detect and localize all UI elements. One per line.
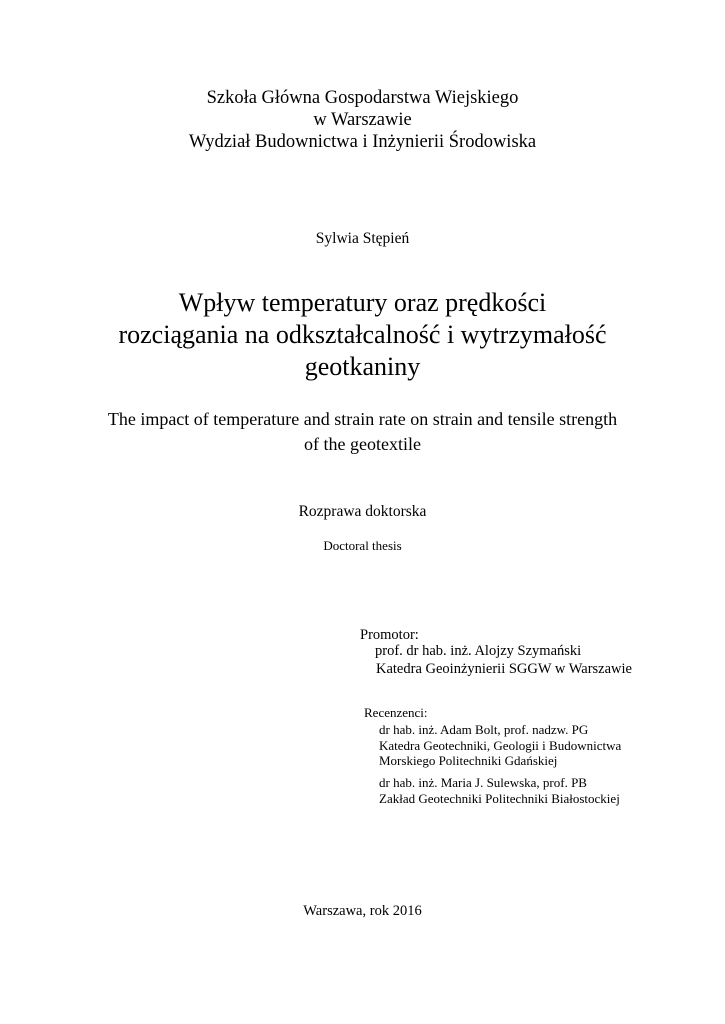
promotor-name: prof. dr hab. inż. Alojzy Szymański bbox=[375, 643, 582, 659]
reviewers-label: Recenzenci: bbox=[364, 705, 428, 720]
reviewer-1-affiliation: Morskiego Politechniki Gdańskiej bbox=[379, 753, 558, 768]
title-en-line: of the geotextile bbox=[304, 434, 421, 454]
thesis-type-polish: Rozprawa doktorska bbox=[298, 503, 427, 520]
title-en-line: The impact of temperature and strain rate on strain and tensile strength bbox=[107, 409, 618, 429]
university-city: w Warszawie bbox=[313, 110, 412, 130]
author-name: Sylwia Stępień bbox=[315, 230, 410, 247]
title-pl-line: rozciągania na odkształcalność i wytrzymałość bbox=[118, 320, 607, 349]
place-and-year: Warszawa, rok 2016 bbox=[303, 903, 422, 919]
reviewer-1 bbox=[379, 722, 621, 769]
reviewer-2-affiliation: Zakład Geotechniki Politechniki Białostockiej bbox=[379, 790, 620, 806]
thesis-title-english bbox=[0, 407, 725, 457]
promotor-label: Promotor: bbox=[360, 627, 419, 643]
reviewer-1-affiliation: Katedra Geotechniki, Geologii i Budownictwa bbox=[379, 737, 622, 753]
reviewer-2 bbox=[379, 775, 620, 806]
thesis-type-english: Doctoral thesis bbox=[323, 538, 402, 553]
faculty-name: Wydział Budownictwa i Inżynierii Środowiska bbox=[188, 132, 537, 152]
reviewer-2-name: dr hab. inż. Maria J. Sulewska, prof. PB bbox=[379, 775, 587, 790]
title-pl-line: Wpływ temperatury oraz prędkości bbox=[178, 288, 547, 317]
university-name: Szkoła Główna Gospodarstwa Wiejskiego bbox=[206, 88, 519, 108]
reviewer-1-name: dr hab. inż. Adam Bolt, prof. nadzw. PG bbox=[379, 722, 589, 737]
university-header bbox=[0, 87, 725, 153]
thesis-title-polish bbox=[0, 287, 725, 383]
promotor-department: Katedra Geoinżynierii SGGW w Warszawie bbox=[376, 661, 632, 677]
title-pl-line: geotkaniny bbox=[304, 352, 421, 381]
